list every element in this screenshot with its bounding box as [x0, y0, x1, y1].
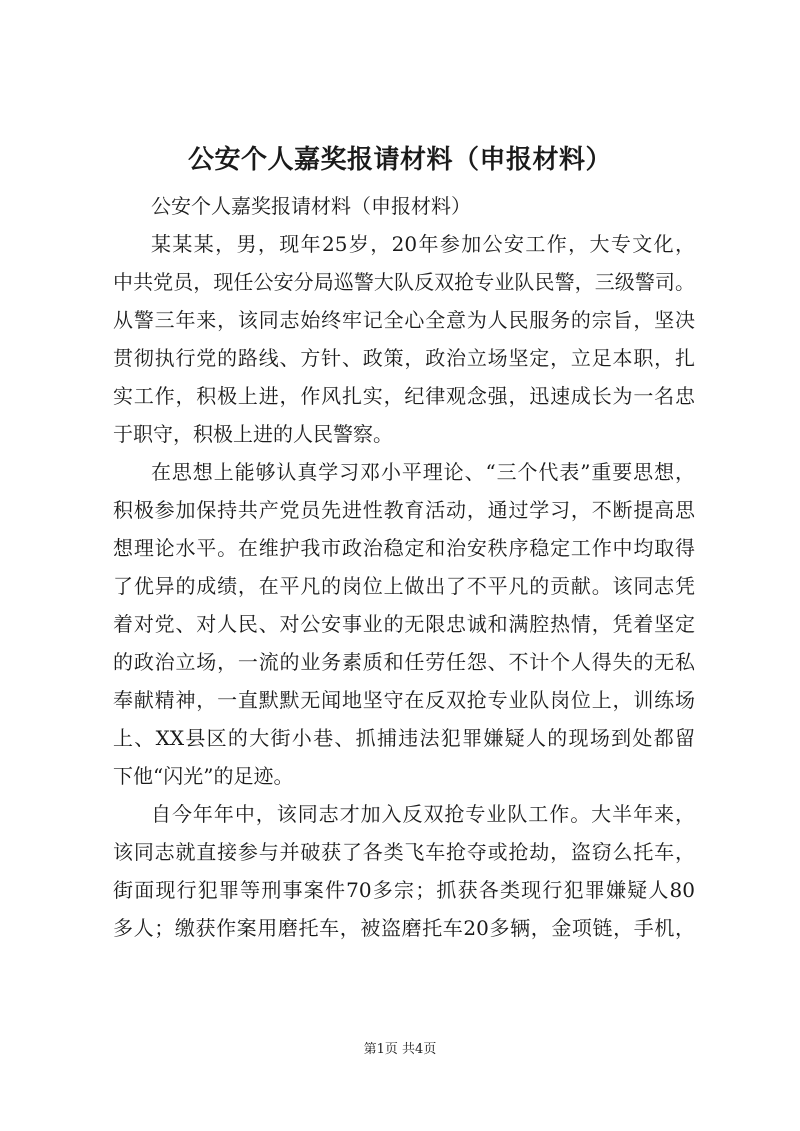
body-text-line: 从警三年来，该同志始终牢记全心全意为人民服务的宗旨，坚决: [113, 308, 695, 332]
body-text-line: 贯彻执行党的路线、方针、政策，政治立场坚定，立足本职，扎: [113, 346, 695, 370]
body-text-line: 想理论水平。在维护我市政治稳定和治安秩序稳定工作中均取得: [113, 536, 695, 560]
body-text-line: 奉献精神，一直默默无闻地坚守在反双抢专业队岗位上，训练场: [113, 688, 695, 712]
body-text-line: 积极参加保持共产党员先进性教育活动，通过学习，不断提高思: [113, 498, 695, 522]
body-text-line: 着对党、对人民、对公安事业的无限忠诚和满腔热情，凭着坚定: [113, 612, 695, 636]
body-text-line: 自今年年中，该同志才加入反双抢专业队工作。大半年来，: [151, 802, 695, 826]
page-footer: 第1页 共4页: [363, 1042, 437, 1057]
body-text-line: 在思想上能够认真学习邓小平理论、“三个代表”重要思想，: [151, 460, 695, 484]
body-text-line: 该同志就直接参与并破获了各类飞车抢夺或抢劫，盗窃么托车，: [113, 840, 695, 864]
body-text-line: 街面现行犯罪等刑事案件70多宗；抓获各类现行犯罪嫌疑人80: [113, 878, 695, 902]
body-text-line: 中共党员，现任公安分局巡警大队反双抢专业队民警，三级警司。: [113, 270, 695, 294]
document-title: 公安个人嘉奖报请材料（申报材料）: [187, 145, 612, 175]
body-text-line: 某某某，男，现年25岁，20年参加公安工作，大专文化，: [151, 232, 695, 256]
body-text-line: 实工作，积极上进，作风扎实，纪律观念强，迅速成长为一名忠: [113, 384, 695, 408]
body-text-line: 下他“闪光”的足迹。: [113, 764, 294, 788]
body-text-line: 公安个人嘉奖报请材料（申报材料）: [151, 194, 471, 218]
body-text-line: 多人；缴获作案用磨托车，被盗磨托车20多辆，金项链，手机，: [113, 916, 695, 940]
body-text-line: 上、XX县区的大街小巷、抓捕违法犯罪嫌疑人的现场到处都留: [113, 726, 695, 750]
body-text-line: 于职守，积极上进的人民警察。: [113, 422, 393, 446]
document-body: [113, 187, 695, 947]
body-text-line: 了优异的成绩，在平凡的岗位上做出了不平凡的贡献。该同志凭: [113, 574, 695, 598]
body-text-line: 的政治立场，一流的业务素质和任劳任怨、不计个人得失的无私: [113, 650, 695, 674]
